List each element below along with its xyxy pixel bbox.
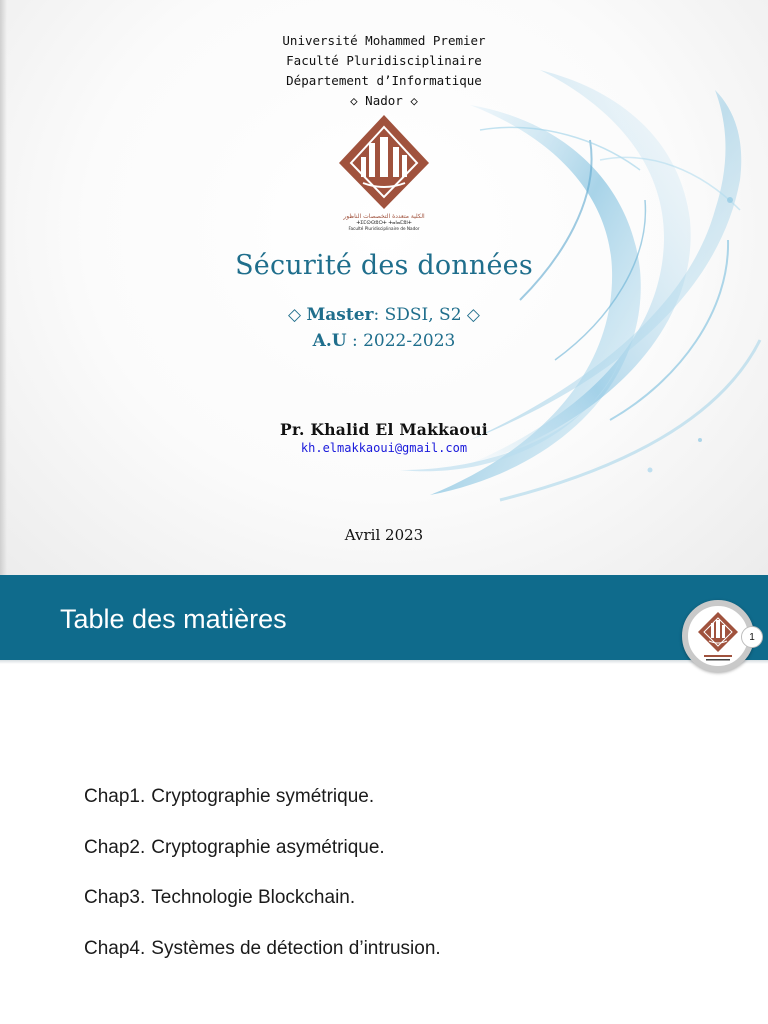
toc-item-number: Chap4. <box>84 937 146 959</box>
city-name: ◇ Nador ◇ <box>350 93 418 108</box>
presentation-date: Avril 2023 <box>344 526 424 544</box>
logo-arabic: الكلية متعددة التخصصات الناظور <box>343 213 425 220</box>
toc-slide <box>0 575 768 1024</box>
diamond-icon: ◇ <box>461 305 481 325</box>
slide-header-bar <box>0 575 768 660</box>
au-label: A.U <box>312 331 347 351</box>
toc-item-label: Cryptographie asymétrique. <box>151 836 385 858</box>
page-number-badge: 1 <box>741 626 763 648</box>
diamond-icon: ◇ <box>287 305 307 325</box>
logo-french: Faculté Pluridisciplinaire de Nador <box>348 226 420 231</box>
table-of-contents <box>84 786 441 988</box>
logo-tifinagh: ⵜⵉⵎⵙⵙⵓⵔⵜ ⵜⴰⵏⴰⵎⵓⵏⵜ <box>356 220 412 226</box>
toc-item-number: Chap3. <box>84 887 146 908</box>
master-value: : SDSI, S2 <box>373 305 462 325</box>
faculty-logo-icon <box>333 113 435 231</box>
academic-year-line <box>0 331 768 351</box>
faculty-name: Faculté Pluridisciplinaire <box>286 53 482 68</box>
toc-item-label: Technologie Blockchain. <box>151 887 356 908</box>
master-line <box>0 305 768 325</box>
presentation-title: Sécurité des données <box>235 250 533 281</box>
toc-item[interactable] <box>84 786 441 837</box>
master-label: Master <box>306 305 374 325</box>
toc-item[interactable] <box>84 887 441 938</box>
header-divider <box>0 660 768 664</box>
toc-item-label: Systèmes de détection d’intrusion. <box>151 937 441 959</box>
slide-header-title: Table des matières <box>60 604 287 634</box>
toc-item-number: Chap2. <box>84 836 146 858</box>
toc-item[interactable] <box>84 837 441 888</box>
toc-item-number: Chap1. <box>84 786 146 807</box>
department-name: Département d’Informatique <box>286 73 482 88</box>
author-email-link[interactable]: kh.elmakkaoui@gmail.com <box>300 441 468 455</box>
faculty-logo-small-icon <box>696 610 740 662</box>
author-name: Pr. Khalid El Makkaoui <box>280 420 488 439</box>
au-value: : 2022-2023 <box>346 331 456 351</box>
toc-item[interactable] <box>84 938 441 989</box>
toc-item-label: Cryptographie symétrique. <box>151 786 375 807</box>
university-name: Université Mohammed Premier <box>282 33 486 48</box>
